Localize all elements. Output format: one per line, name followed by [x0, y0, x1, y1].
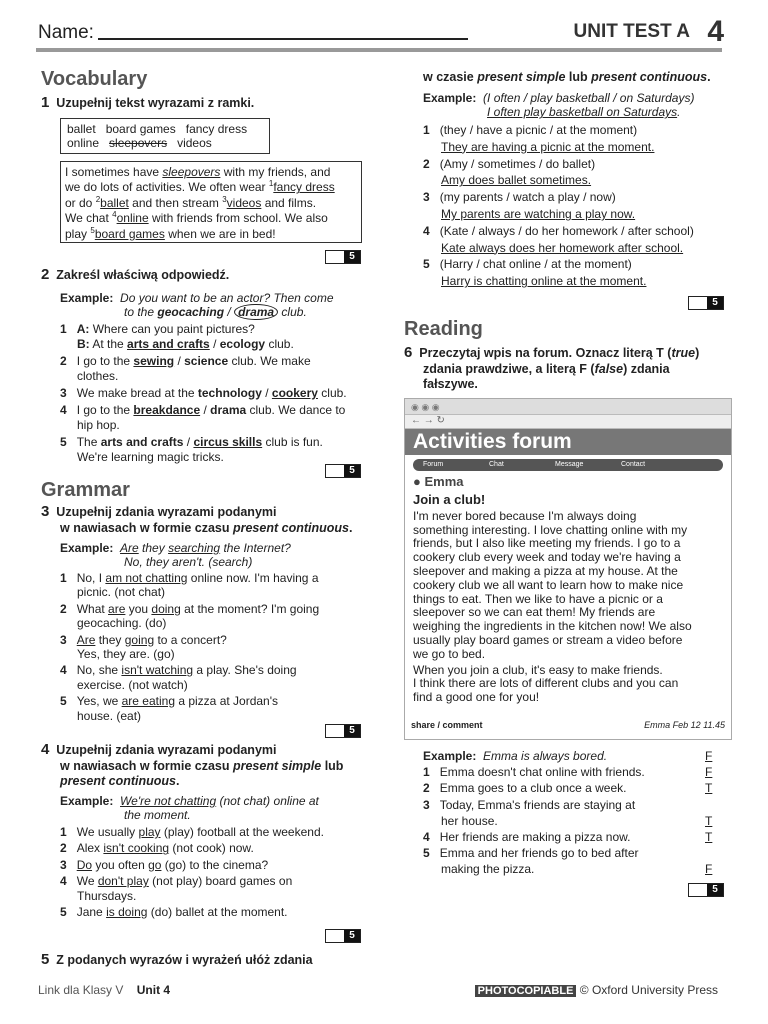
q3-items: 1 No, I am not chatting online now. I'm having a picnic. (not chat) 2 What are you doing at the moment? I'm going geocaching. (do) 3 Are they going to a concert? Yes, they are. (go) 4 No, she isn't watching a play. She's doing exercise. (not watch) 5 Yes, we are eating a pizza at Jordan's house. (eat): [60, 571, 320, 723]
name-line: [98, 22, 468, 40]
nav-chat[interactable]: Chat: [489, 460, 504, 468]
post-paragraph-1: I'm never bored because I'm always doing something interesting. I love chatting online with my friends, but I also like meeting my friends. I go to a cookery club every week and today we're having a sleepover and making a pizza at my house. At the cookery club we all want to learn how to make nice things to eat. Then we like to have a picnic or a sleepover so we can eat them! My friends are weighing the ingredients in the kitchen now! We also usually play board games or stream a video before we go to bed.: [413, 508, 692, 661]
q3-example: Example: Are they searching the Internet? No, they aren't. (search): [60, 541, 291, 570]
answer-tf[interactable]: F: [705, 765, 713, 780]
answer-line[interactable]: Amy does ballet sometimes.: [441, 173, 592, 188]
browser-address-bar[interactable]: [405, 415, 731, 429]
q6-heading: 6 Przeczytaj wpis na forum. Oznacz literą T (true) zdania prawdziwe, a literą F (false) zdania fałszywe.: [404, 344, 700, 391]
footer-left: Link dla Klasy V Unit 4: [38, 983, 171, 997]
answer-5[interactable]: board games: [94, 226, 165, 241]
answer-tf[interactable]: F: [705, 862, 713, 877]
name-label: Name:: [38, 22, 94, 43]
q5-heading: 5 Z podanych wyrazów i wyrażeń ułóż zdania: [41, 951, 313, 968]
circled-answer: drama: [234, 304, 278, 320]
grammar-heading: Grammar: [41, 479, 130, 501]
browser-tab-bar: [405, 399, 731, 415]
vocabulary-heading: Vocabulary: [41, 68, 148, 90]
q2-items: 1 A: Where can you paint pictures? B: At the arts and crafts / ecology club. 2 I go to the sewing / science club. We make clothes. 3 We make bread at the technology / cookery club. 4 I go to the breakdance / drama club. We dance to hip hop. 5 The arts and crafts / circus skills club is fun. We're learning magic tricks.: [60, 322, 347, 464]
score-box: 5: [688, 883, 724, 897]
answer-3[interactable]: videos: [226, 195, 262, 210]
q2-heading: 2 Zakreśl właściwą odpowiedź.: [41, 266, 230, 283]
back-forward-icon: ← → ↻: [411, 415, 445, 426]
answer-line[interactable]: My parents are watching a play now.: [441, 206, 636, 221]
answer-line[interactable]: Harry is chatting online at the moment.: [441, 274, 647, 289]
score-box: 5: [325, 724, 361, 738]
nav-forum[interactable]: Forum: [423, 460, 444, 468]
q6-items: Example: Emma is always bored. F 1 Emma doesn't chat online with friends. F 2 Emma goes to a club once a week. T 3 Today, Emma's friends are staying at her house. T 4 Her friends are making a pizza now. T 5 Emma and her friends go to bed after making the pizza. F: [423, 749, 713, 877]
photocopiable-badge: PHOTOCOPIABLE: [475, 985, 577, 997]
footer-right: PHOTOCOPIABLE © Oxford University Press: [475, 983, 718, 998]
post-paragraph-2: When you join a club, it's easy to make friends. I think there are lots of different clubs and you can find a good one for you!: [413, 662, 679, 705]
answer-line[interactable]: They are having a picnic at the moment.: [441, 139, 655, 154]
q5-items: 1 (they / have a picnic / at the moment) They are having a picnic at the moment. 2 (Amy / sometimes / do ballet) Amy does ballet sometimes. 3 (my parents / watch a play / now) My parents are watching a play now. 4 (Kate / always / do her homework / after school) Kate always does her homework after school. 5 (Harry / chat online / at the moment) Harry is chatting online at the moment.: [423, 122, 733, 290]
test-number: 4: [707, 15, 724, 48]
q2-example: Example: Do you want to be an actor? Then come to the geocaching / drama club.: [60, 291, 334, 320]
word-box: ballet board games fancy dress online sleepovers videos: [60, 118, 270, 154]
q3-heading: 3 Uzupełnij zdania wyrazami podanymi w nawiasach w formie czasu present continuous.: [41, 503, 353, 535]
share-comment-link[interactable]: share / comment: [411, 720, 483, 731]
forum-browser-window: [404, 398, 732, 740]
q4-items: 1 We usually play (play) football at the weekend. 2 Alex isn't cooking (not cook) now. 3 Do you often go (go) to the cinema? 4 We don't play (not play) board games on Thursdays. 5 Jane is doing (do) ballet at the moment.: [60, 825, 324, 919]
score-box: 5: [325, 250, 361, 264]
score-box: 5: [325, 929, 361, 943]
header-rule: [36, 48, 722, 52]
name-field[interactable]: [38, 22, 468, 45]
q5-example: Example: (I often / play basketball / on Saturdays) I often play basketball on Saturdays.: [423, 91, 695, 120]
forum-nav: [413, 459, 723, 471]
answer-line[interactable]: Kate always does her homework after school.: [441, 240, 684, 255]
window-controls-icon: ◉ ◉ ◉: [411, 402, 440, 412]
score-box: 5: [325, 464, 361, 478]
forum-banner: Activities forum: [405, 429, 731, 455]
reading-heading: Reading: [404, 318, 483, 340]
nav-contact[interactable]: Contact: [621, 460, 646, 468]
forum-post: ● Emma Join a club! I'm never bored because I'm always doing something interesting. I love chatting online with my friends, but I also like meeting my friends. I go to a cookery club every week and today we're having a sleepover and making a pizza at my house. At the cookery club we all want to learn how to make nice things to eat. Then we like to have a picnic or a sleepover so we can eat them! My friends are weighing the ingredients in the kitchen now! We also usually play board games or stream a video before we go to bed. When you join a club, it's easy to make friends. I think there are lots of different clubs and you can find a good one for you!: [405, 471, 731, 709]
answer-1[interactable]: fancy dress: [273, 180, 335, 195]
answer-tf[interactable]: T: [705, 829, 713, 844]
gap-fill-text: I sometimes have sleepovers with my friends, and we do lots of activities. We often wear $^1$fancy dress or do $^2$ballet and then stream $^3$videos and films. We chat $^4$online with friends from school. We also play $^5$board games when we are in bed!: [60, 161, 362, 243]
answer-4[interactable]: online: [116, 211, 149, 226]
test-title: UNIT TEST A: [573, 21, 690, 42]
q4-example: Example: We're not chatting (not chat) online at the moment.: [60, 794, 319, 823]
post-footer: share / comment Emma Feb 12 11.45: [411, 720, 725, 731]
answer-tf[interactable]: T: [705, 813, 713, 828]
q1-heading: 1 Uzupełnij tekst wyrazami z ramki.: [41, 94, 255, 111]
user-icon: ●: [413, 474, 421, 489]
answer-2[interactable]: ballet: [100, 195, 129, 210]
score-box: 5: [688, 296, 724, 310]
q4-heading: 4 Uzupełnij zdania wyrazami podanymi w nawiasach w formie czasu present simple lub present continuous.: [41, 741, 344, 788]
answer-tf[interactable]: T: [705, 781, 713, 796]
nav-message[interactable]: Message: [555, 460, 584, 468]
q5-heading-cont: w czasie present simple lub present continuous.: [423, 70, 711, 84]
